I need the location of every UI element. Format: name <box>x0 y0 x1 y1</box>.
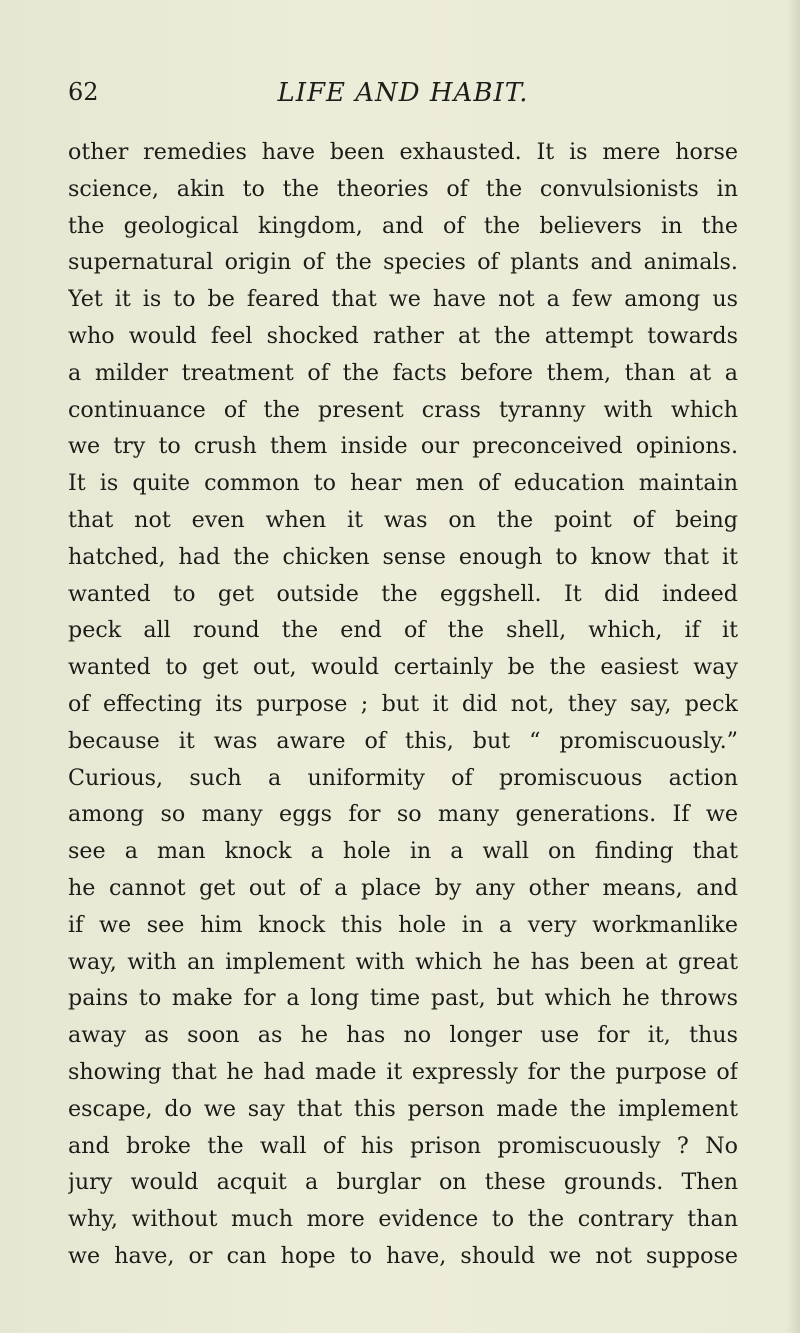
text-line: and broke the wall of his prison promiscuously ? No <box>68 1132 738 1159</box>
text-line: a milder treatment of the facts before them, than at a <box>68 359 738 386</box>
text-line: wanted to get out, would certainly be the easiest way <box>68 654 738 681</box>
text-line: he cannot get out of a place by any other means, and <box>68 874 738 901</box>
text-line: the geological kingdom, and of the believers in the <box>68 212 738 239</box>
text-line: we try to crush them inside our preconceived opinions. <box>68 433 738 460</box>
text-line: escape, do we say that this person made the implement <box>68 1095 738 1122</box>
text-line: science, akin to the theories of the convulsionists in <box>68 175 738 202</box>
page-header <box>68 78 738 114</box>
text-line: peck all round the end of the shell, which, if it <box>68 617 738 644</box>
running-title: LIFE AND HABIT. <box>277 78 529 108</box>
text-line: It is quite common to hear men of education maintain <box>68 470 738 497</box>
text-line: other remedies have been exhausted. It is mere horse <box>68 139 738 165</box>
text-line: Curious, such a uniformity of promiscuous action <box>68 764 738 791</box>
text-line: we have, or can hope to have, should we not suppose <box>68 1242 738 1269</box>
text-line: among so many eggs for so many generations. If we <box>68 801 738 828</box>
body-text <box>68 134 738 1275</box>
text-line: see a man knock a hole in a wall on finding that <box>68 838 738 865</box>
text-line: that not even when it was on the point of being <box>68 506 738 533</box>
text-line: way, with an implement with which he has been at great <box>68 948 738 975</box>
text-line: away as soon as he has no longer use for it, thus <box>68 1022 738 1049</box>
text-line: why, without much more evidence to the contrary than <box>68 1206 738 1233</box>
text-line: Yet it is to be feared that we have not a few among us <box>68 286 738 313</box>
text-line: showing that he had made it expressly for the purpose of <box>68 1058 738 1085</box>
text-line: continuance of the present crass tyranny with which <box>68 396 738 423</box>
text-line: if we see him knock this hole in a very workmanlike <box>68 911 738 938</box>
text-line: pains to make for a long time past, but which he throws <box>68 985 738 1012</box>
text-line: wanted to get outside the eggshell. It did indeed <box>68 580 738 607</box>
text-line: because it was aware of this, but “ promiscuously.” <box>68 727 738 754</box>
page-number: 62 <box>68 78 99 106</box>
text-line: of effecting its purpose ; but it did not, they say, peck <box>68 690 738 717</box>
text-line: supernatural origin of the species of plants and animals. <box>68 249 738 276</box>
page-edge-shadow <box>786 0 800 1333</box>
text-line: hatched, had the chicken sense enough to know that it <box>68 543 738 570</box>
text-line: who would feel shocked rather at the attempt towards <box>68 322 738 349</box>
text-line: jury would acquit a burglar on these grounds. Then <box>68 1169 738 1196</box>
